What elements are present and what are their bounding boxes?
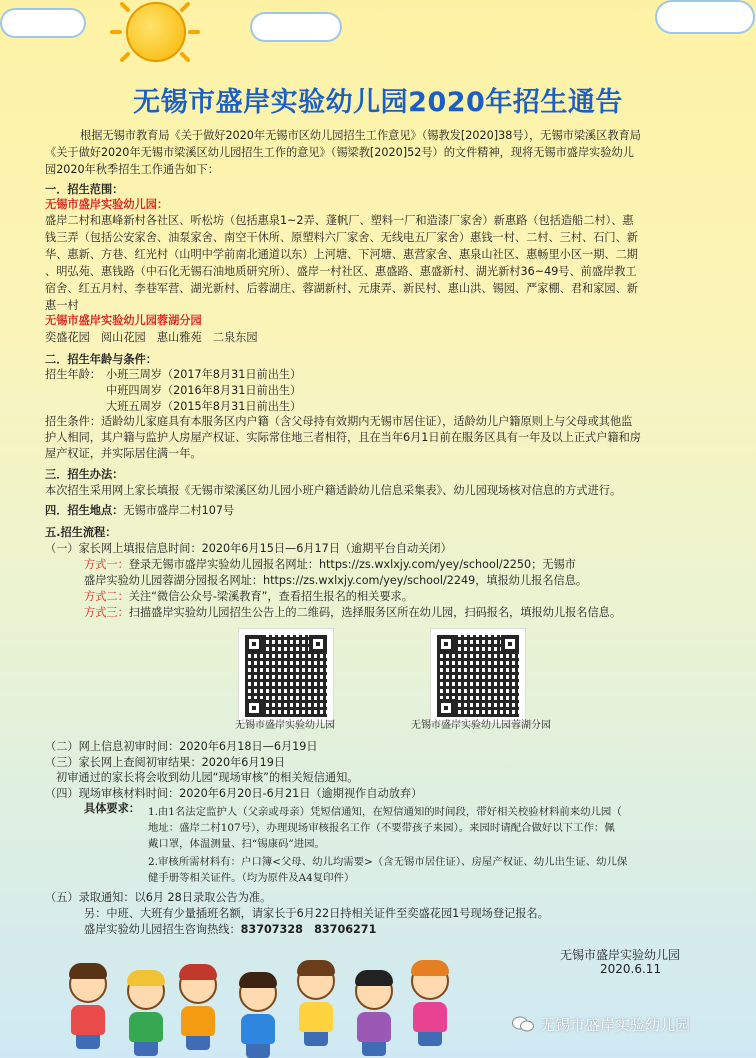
cloud-icon [655,0,755,34]
section-3-heading: 三．招生办法： [45,468,124,481]
extra-note: 另：中班、大班有少量插班名额，请家长于6月22日持相关证件至奕盛花园1号现场登记报名。 [84,907,549,920]
requirement-line: 健手册等相关证件。（均为原件及A4复印件） [148,872,355,884]
condition-line: 护人相同，其户籍与监护人房屋产权证、实际常住地三者相符，且在当年6月1日前在服务区具有一年及以上正式户籍和房 [45,431,641,444]
method-1-text-cont: 盛岸实验幼儿园蓉湖分园报名网址：https://zs.wxlxjy.com/yey/school/2249，填报幼儿报名信息。 [84,574,588,587]
step-3-note: 初审通过的家长将会收到幼儿园“现场审核”的相关短信通知。 [56,771,359,784]
section-1-sub2: 无锡市盛岸实验幼儿园蓉湖分园 [45,314,202,327]
section-1-heading: 一．招生范围： [45,183,124,196]
requirement-line: 2.审核所需材料有：户口簿<父母、幼儿均需要>（含无锡市居住证）、房屋产权证、幼儿出生证、幼儿保 [148,856,628,868]
age-item: 大班五周岁（2015年8月31日前出生） [106,400,302,413]
signature-org: 无锡市盛岸实验幼儿园 [560,948,681,962]
method-3-label: 方式三： [84,606,129,619]
wechat-icon [512,1016,534,1032]
scope-line: 惠一村 [45,299,79,312]
section-1-sub1: 无锡市盛岸实验幼儿园： [45,198,169,211]
method-3-row [84,605,621,620]
requirements-label: 具体要求： [84,802,140,815]
age-label: 招生年龄： [45,368,101,381]
intro-line-2: 《关于做好2020年无锡市梁溪区幼儿园招生工作的意见》（锡梁教[2020]52号）的文件精神，现将无锡市盛岸实验幼儿 [45,146,634,159]
location-text: 无锡市盛岸二村107号 [123,504,235,517]
intro-line-3: 园2020年秋季招生工作通告如下： [45,163,219,176]
method-1-row [84,557,576,572]
qr-caption-main: 无锡市盛岸实验幼儿园 [235,720,335,731]
requirement-line: 地址：盛岸二村107号），办理现场审核报名工作（不要带孩子来园）。来园时请配合做好以下工作：佩 [148,822,615,834]
section-4-heading: 四．招生地点： [45,504,124,517]
location-row [45,503,234,518]
page-title: 无锡市盛岸实验幼儿园2020年招生通告 [133,87,623,118]
scope-line: 钱三弄（包括公安家舍、油泵家舍、南空干休所、原塑料六厂家舍、无线电五厂家舍）惠钱一村、二村、三村、石门、新 [45,231,638,244]
cloud-icon [0,8,86,38]
age-item: 中班四周岁（2016年8月31日前出生） [106,384,302,397]
method-2-label: 方式二： [84,590,129,603]
scope-line: 华、惠新、方巷、红光村（山明中学前南北通道以东）上河塘、下河塘、惠营家舍、惠泉山社区、惠畅里小区一期、二期 [45,248,638,261]
qr-code-main[interactable] [238,628,334,724]
method-text: 本次招生采用网上家长填报《无锡市梁溪区幼儿园小班户籍适龄幼儿信息采集表》、幼儿园现场核对信息的方式进行。 [45,484,622,497]
requirement-line: 1.由1名法定监护人（父亲或母亲）凭短信通知，在短信通知的时间段，带好相关校验材料前来幼儿园（ [148,806,622,818]
signature-date: 2020.6.11 [600,962,662,976]
scope-line: 宿舍、红五月村、李巷军营、湖光新村、后蓉湖庄、蓉湖新村、元康弄、新民村、惠山洪、锡园、严家棚、君和家园、新 [45,282,638,295]
hotline-number: 83707328 83706271 [240,923,377,936]
requirement-line: 戴口罩，体温测量、扫“锡康码”进园。 [148,838,325,850]
intro-line-1: 根据无锡市教育局《关于做好2020年无锡市区幼儿园招生工作意见》（锡教发[2020]38号），无锡市梁溪区教育局 [80,129,641,142]
hotline-row [84,922,376,937]
hotline-label: 盛岸实验幼儿园招生咨询热线： [84,923,241,936]
method-1-label: 方式一： [84,558,129,571]
cloud-icon [250,12,342,42]
step-4: （四）现场审核材料时间：2020年6月20日-6月21日（逾期视作自动放弃） [45,787,423,800]
condition-line: 屋产权证，并实际居住满一年。 [45,447,202,460]
section-2-heading: 二．招生年龄与条件： [45,353,157,366]
step-3: （三）家长网上查阅初审结果：2020年6月19日 [45,756,286,769]
condition-line: 招生条件：适龄幼儿家庭具有本服务区内户籍（含父母持有效期内无锡市居住证），适龄幼儿户籍原则上与父母或其他监 [45,415,633,428]
step-1: （一）家长网上填报信息时间：2020年6月15日—6月17日（逾期平台自动关闭） [45,542,452,555]
method-3-text: 扫描盛岸实验幼儿园招生公告上的二维码，选择服务区所在幼儿园，扫码报名，填报幼儿报名信息。 [128,606,622,619]
age-item: 小班三周岁（2017年8月31日前出生） [106,368,302,381]
scope-line: 盛岸二村和惠峰新村各社区、听松坊（包括惠泉1~2弄、蓬帆厂、塑料一厂和造漆厂家舍）新惠路（包括造船二村）、惠 [45,214,634,227]
watermark-text: 无锡市盛岸实验幼儿园 [540,1016,691,1034]
qr-code-branch[interactable] [430,628,526,724]
sun-icon [110,2,200,62]
step-2: （二）网上信息初审时间：2020年6月18日—6月19日 [45,740,318,753]
method-2-row [84,589,413,604]
method-1-text: 登录无锡市盛岸实验幼儿园报名网址：https://zs.wxlxjy.com/yey/school/2250；无锡市 [128,558,576,571]
branch-scope: 奕盛花园 阅山花园 惠山雅苑 二泉东园 [45,331,258,344]
method-2-text: 关注“微信公众号-梁溪教育”，查看招生报名的相关要求。 [128,590,413,603]
qr-caption-branch: 无锡市盛岸实验幼儿园蓉湖分园 [411,720,551,731]
scope-line: 、明弘苑、惠钱路（中石化无锡石油地质研究所）、盛岸一村社区、惠盛路、惠盛新村、湖光新村36~49号、前盛岸教工 [45,265,637,278]
section-5-heading: 五.招生流程： [45,526,117,539]
step-5: （五）录取通知：以6月 28日录取公告为准。 [45,891,272,904]
